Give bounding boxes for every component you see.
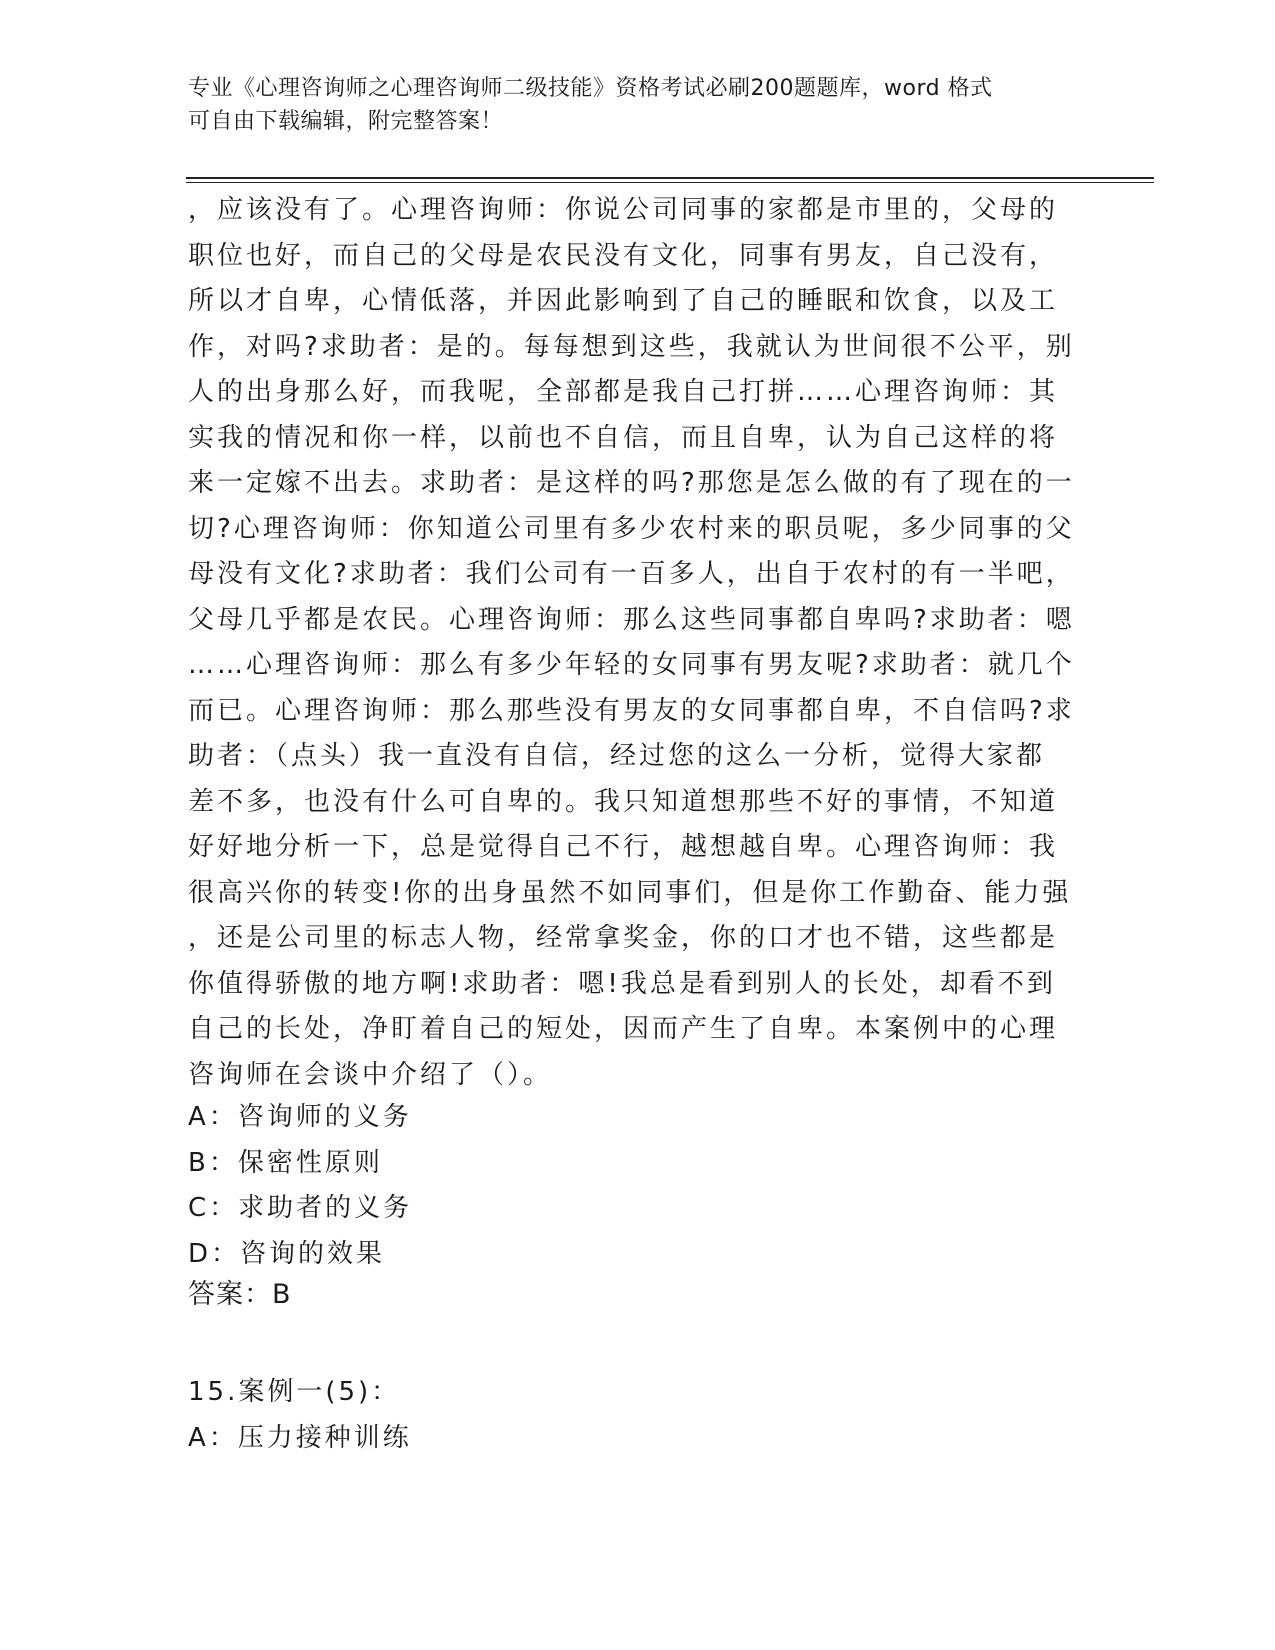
passage-line: 来一定嫁不出去。求助者：是这样的吗?那您是怎么做的有了现在的一 — [188, 468, 1075, 498]
header-divider-thin — [186, 182, 1154, 183]
passage-line: 所以才自卑，心情低落，并因此影响到了自己的睡眠和饮食，以及工 — [188, 286, 1059, 316]
answer-key: 答案：B — [188, 1279, 292, 1310]
answer-options — [188, 1095, 412, 1277]
document-header — [188, 72, 1088, 138]
passage-line: 很高兴你的转变!你的出身虽然不如同事们，但是你工作勤奋、能力强 — [188, 877, 1072, 908]
passage-line: ……心理咨询师：那么有多少年轻的女同事有男友呢?求助者：就几个 — [188, 650, 1075, 680]
header-divider-thick — [186, 177, 1154, 179]
next-question-title: 15.案例一(5)： — [188, 1377, 401, 1407]
passage-line: 咨询师在会谈中介绍了（）。 — [188, 1059, 553, 1090]
passage-line: 你值得骄傲的地方啊!求助者：嗯!我总是看到别人的长处，却看不到 — [188, 968, 1056, 999]
passage-line: 好好地分析一下，总是觉得自己不行，越想越自卑。心理咨询师：我 — [188, 832, 1059, 862]
passage-line: ，应该没有了。心理咨询师：你说公司同事的家都是市里的，父母的 — [188, 195, 1059, 225]
passage-line: 自己的长处，净盯着自己的短处，因而产生了自卑。本案例中的心理 — [188, 1014, 1059, 1044]
passage-line: 切?心理咨询师：你知道公司里有多少农村来的职员呢，多少同事的父 — [188, 513, 1075, 544]
option-a: A：咨询师的义务 — [188, 1102, 412, 1132]
passage-line: 实我的情况和你一样，以前也不自信，而且自卑，认为自己这样的将 — [188, 422, 1059, 453]
header-title-line-2: 可自由下载编辑，附完整答案！ — [188, 109, 504, 134]
passage-line: 人的出身那么好，而我呢，全部都是我自己打拼……心理咨询师：其 — [188, 377, 1059, 407]
question-passage — [188, 188, 1075, 1098]
option-b: B：保密性原则 — [188, 1147, 383, 1178]
passage-line: 职位也好，而自己的父母是农民没有文化，同事有男友，自己没有， — [188, 240, 1059, 271]
passage-line: ，还是公司里的标志人物，经常拿奖金，你的口才也不错，这些都是 — [188, 923, 1059, 953]
header-title-line-1: 专业《心理咨询师之心理咨询师二级技能》资格考试必刷200题题库，word 格式 — [188, 76, 993, 101]
next-question — [188, 1370, 412, 1461]
passage-line: 差不多，也没有什么可自卑的。我只知道想那些不好的事情，不知道 — [188, 786, 1059, 817]
passage-line: 而已。心理咨询师：那么那些没有男友的女同事都自卑，不自信吗?求 — [188, 695, 1075, 726]
option-c: C：求助者的义务 — [188, 1193, 413, 1223]
passage-line: 母没有文化?求助者：我们公司有一百多人，出自于农村的有一半吧， — [188, 559, 1075, 589]
passage-line: 助者：（点头）我一直没有自信，经过您的这么一分析，觉得大家都 — [188, 741, 1046, 771]
option-d: D：咨询的效果 — [188, 1238, 386, 1269]
next-question-option-a: A：压力接种训练 — [188, 1422, 412, 1453]
passage-line: 父母几乎都是农民。心理咨询师：那么这些同事都自卑吗?求助者：嗯 — [188, 604, 1075, 635]
passage-line: 作，对吗?求助者：是的。每每想到这些，我就认为世间很不公平，别 — [188, 331, 1075, 362]
